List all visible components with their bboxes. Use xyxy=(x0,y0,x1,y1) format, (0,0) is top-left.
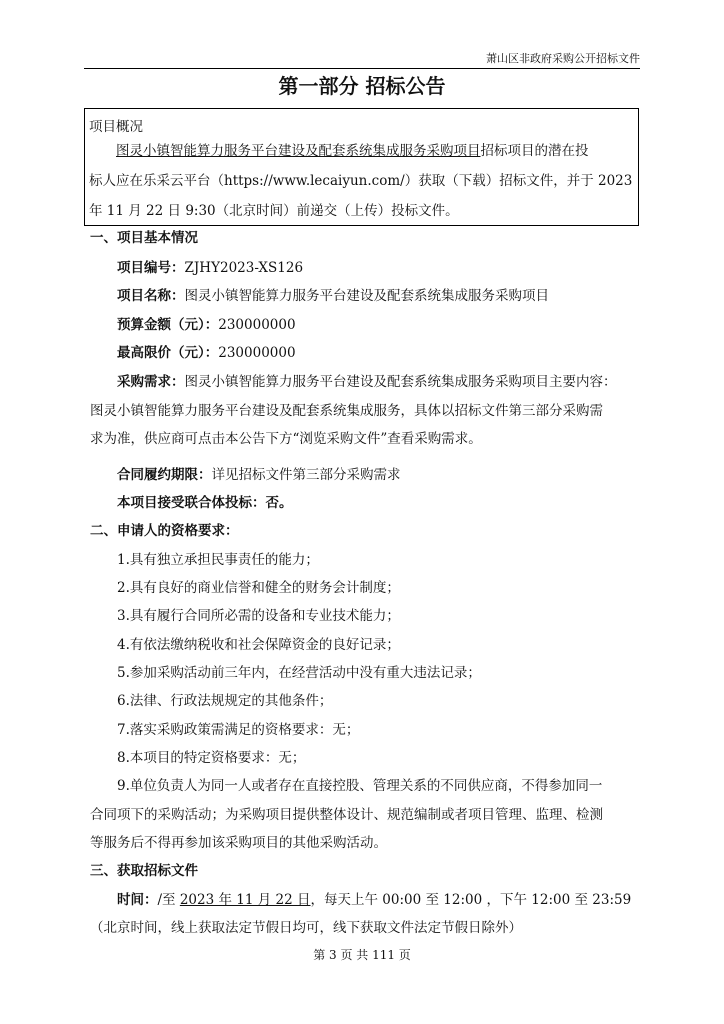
overview-label: 项目概况 xyxy=(89,119,143,135)
qualification-item: 4.有依法缴纳税收和社会保障资金的良好记录； xyxy=(117,637,400,653)
acquisition-time-note: （北京时间，线上获取法定节假日均可，线下获取文件法定节假日除外） xyxy=(90,920,522,936)
running-header: 萧山区非政府采购公开招标文件 xyxy=(84,50,640,69)
project-name xyxy=(117,288,549,304)
section-1-heading: 一、项目基本情况 xyxy=(90,230,198,246)
contract-period xyxy=(117,467,401,483)
project-name-link: 图灵小镇智能算力服务平台建设及配套系统集成服务采购项目 xyxy=(116,143,481,159)
overview-line-3: 年 11 月 22 日 9:30（北京时间）前递交（上传）投标文件。 xyxy=(89,203,459,219)
overview-line-1 xyxy=(116,143,589,159)
overview-line-1-rest: 招标项目的潜在投 xyxy=(480,143,589,159)
max-price-label: 最高限价（元）： xyxy=(117,345,219,361)
overview-box xyxy=(84,108,639,226)
acquisition-time-label: 时间： xyxy=(117,892,158,908)
acquisition-time-hours: ，每天上午 00:00 至 12:00 ，下午 12:00 至 23:59 xyxy=(310,892,632,908)
qualification-item: 3.具有履行合同所必需的设备和专业技术能力； xyxy=(117,608,400,624)
budget-label: 预算金额（元）： xyxy=(117,317,219,333)
section-3-heading: 三、获取招标文件 xyxy=(90,863,198,879)
qualification-item: 5.参加采购活动前三年内，在经营活动中没有重大违法记录； xyxy=(117,665,481,681)
contract-period-value: 详见招标文件第三部分采购需求 xyxy=(211,467,401,483)
page-title: 第一部分 招标公告 xyxy=(278,74,446,98)
consortium-note: 本项目接受联合体投标：否。 xyxy=(117,495,293,511)
project-name-value: 图灵小镇智能算力服务平台建设及配套系统集成服务采购项目 xyxy=(184,288,549,304)
budget-value: 230000000 xyxy=(218,317,296,333)
project-number-label: 项目编号： xyxy=(117,260,185,276)
qualification-item-9: 9.单位负责人为同一人或者存在直接控股、管理关系的不同供应商，不得参加同一 xyxy=(117,778,603,794)
section-2-heading: 二、申请人的资格要求： xyxy=(90,523,239,539)
qualification-item: 7.落实采购政策需满足的资格要求：无； xyxy=(117,722,360,738)
budget-amount xyxy=(117,317,296,333)
procurement-need-line-2: 图灵小镇智能算力服务平台建设及配套系统集成服务，具体以招标文件第三部分采购需 xyxy=(90,403,603,419)
qualification-item: 1.具有独立承担民事责任的能力； xyxy=(117,552,319,568)
acquisition-deadline-date: 2023 年 11 月 22 日 xyxy=(179,892,311,908)
qualification-item-9-line-3: 等服务后不得再参加该采购项目的其他采购活动。 xyxy=(90,835,387,851)
overview-line-2: 标人应在乐采云平台（https://www.lecaiyun.com/）获取（下载）招标文件，并于 2023 xyxy=(89,173,633,189)
project-number xyxy=(117,260,303,276)
qualification-item: 6.法律、行政法规规定的其他条件； xyxy=(117,693,333,709)
page-number: 第 3 页 共 111 页 xyxy=(313,948,411,962)
acquisition-time xyxy=(117,892,631,908)
max-price-value: 230000000 xyxy=(218,345,296,361)
qualification-item: 8.本项目的特定资格要求：无； xyxy=(117,750,306,766)
procurement-need-value: 图灵小镇智能算力服务平台建设及配套系统集成服务采购项目主要内容： xyxy=(184,374,617,390)
project-number-value: ZJHY2023-XS126 xyxy=(184,260,304,276)
acquisition-time-prefix: /至 xyxy=(157,892,180,908)
contract-period-label: 合同履约期限： xyxy=(117,467,212,483)
procurement-need-label: 采购需求： xyxy=(117,374,185,390)
procurement-need xyxy=(117,374,617,390)
max-price xyxy=(117,345,296,361)
procurement-need-line-3: 求为准，供应商可点击本公告下方“浏览采购文件”查看采购需求。 xyxy=(90,431,482,447)
project-name-label: 项目名称： xyxy=(117,288,185,304)
qualification-item: 2.具有良好的商业信誉和健全的财务会计制度； xyxy=(117,580,400,596)
qualification-item-9-line-2: 合同项下的采购活动；为采购项目提供整体设计、规范编制或者项目管理、监理、检测 xyxy=(90,807,603,823)
